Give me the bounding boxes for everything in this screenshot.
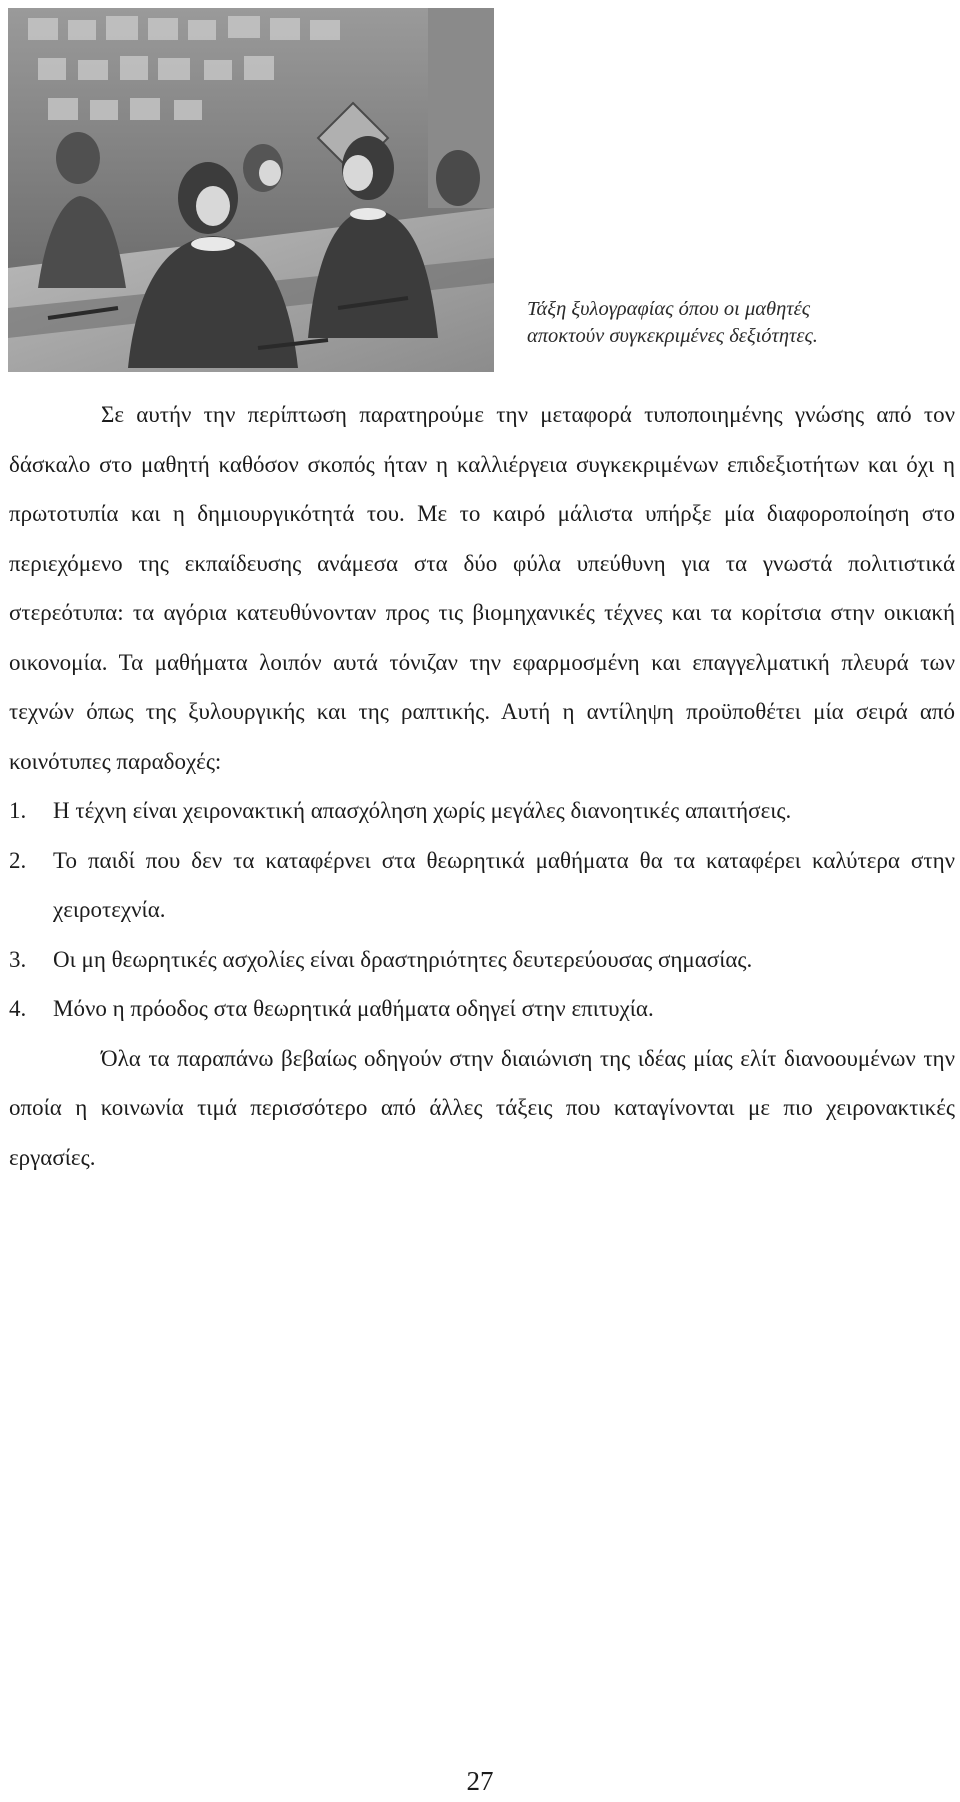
figure-caption bbox=[527, 296, 947, 350]
paragraph-2: Όλα τα παραπάνω βεβαίως οδηγούν στην διαιώνιση της ιδέας μίας ελίτ διανοουμένων την οποία η κοινωνία τιμά περισσότερο από άλλες τάξεις που καταγίνονται με πιο χειρονακτικές εργασίες. bbox=[9, 1045, 955, 1170]
classroom-photo bbox=[8, 8, 494, 372]
list-item bbox=[9, 935, 955, 985]
list-number: 3. bbox=[9, 946, 27, 972]
page-number: 27 bbox=[466, 1766, 494, 1796]
list-text: Οι μη θεωρητικές ασχολίες είναι δραστηριότητες δευτερεύουσας σημασίας. bbox=[53, 946, 753, 972]
list-number: 4. bbox=[9, 996, 27, 1021]
caption-line: αποκτούν συγκεκριμένες δεξιότητες. bbox=[527, 325, 818, 347]
list-text: Το παιδί που δεν τα καταφέρνει στα θεωρητικά μαθήματα θα τα καταφέρει καλύτερα στην χειροτεχνία. bbox=[53, 847, 955, 922]
body-text bbox=[9, 390, 955, 1182]
list-text: Μόνο η πρόοδος στα θεωρητικά μαθήματα οδηγεί στην επιτυχία. bbox=[53, 996, 654, 1021]
list-item bbox=[9, 984, 955, 1034]
list-item bbox=[9, 786, 955, 836]
list-number: 1. bbox=[9, 798, 27, 823]
assumptions-list bbox=[9, 786, 955, 1034]
caption-line: Τάξη ξυλογραφίας όπου οι μαθητές bbox=[527, 298, 811, 320]
list-text: Η τέχνη είναι χειρονακτική απασχόληση χωρίς μεγάλες διανοητικές απαιτήσεις. bbox=[53, 798, 792, 823]
list-number: 2. bbox=[9, 847, 27, 873]
paragraph-1: Σε αυτήν την περίπτωση παρατηρούμε την μεταφορά τυποποιημένης γνώσης από τον δάσκαλο στο μαθητή καθόσον σκοπός ήταν η καλλιέργεια συγκεκριμένων επιδεξιοτήτων και όχι η πρωτοτυπία και η δημιουργικότητά του. Με το καιρό μάλιστα υπήρξε μία διαφοροποίηση στο περιεχόμενο της εκπαίδευσης ανάμεσα στα δύο φύλα υπεύθυνη για τα γνωστά πολιτιστικά στερεότυπα: τα αγόρια κατευθύνονταν προς τις βιομηχανικές τέχνες και τα κορίτσια στην οικιακή οικονομία. Τα μαθήματα λοιπόν αυτά τόνιζαν την εφαρμοσμένη και επαγγελματική πλευρά των τεχνών όπως της ξυλουργικής και της ραπτικής. Αυτή η αντίληψη προϋποθέτει μία σειρά από κοινότυπες παραδοχές: bbox=[9, 402, 955, 774]
list-item bbox=[9, 836, 955, 935]
